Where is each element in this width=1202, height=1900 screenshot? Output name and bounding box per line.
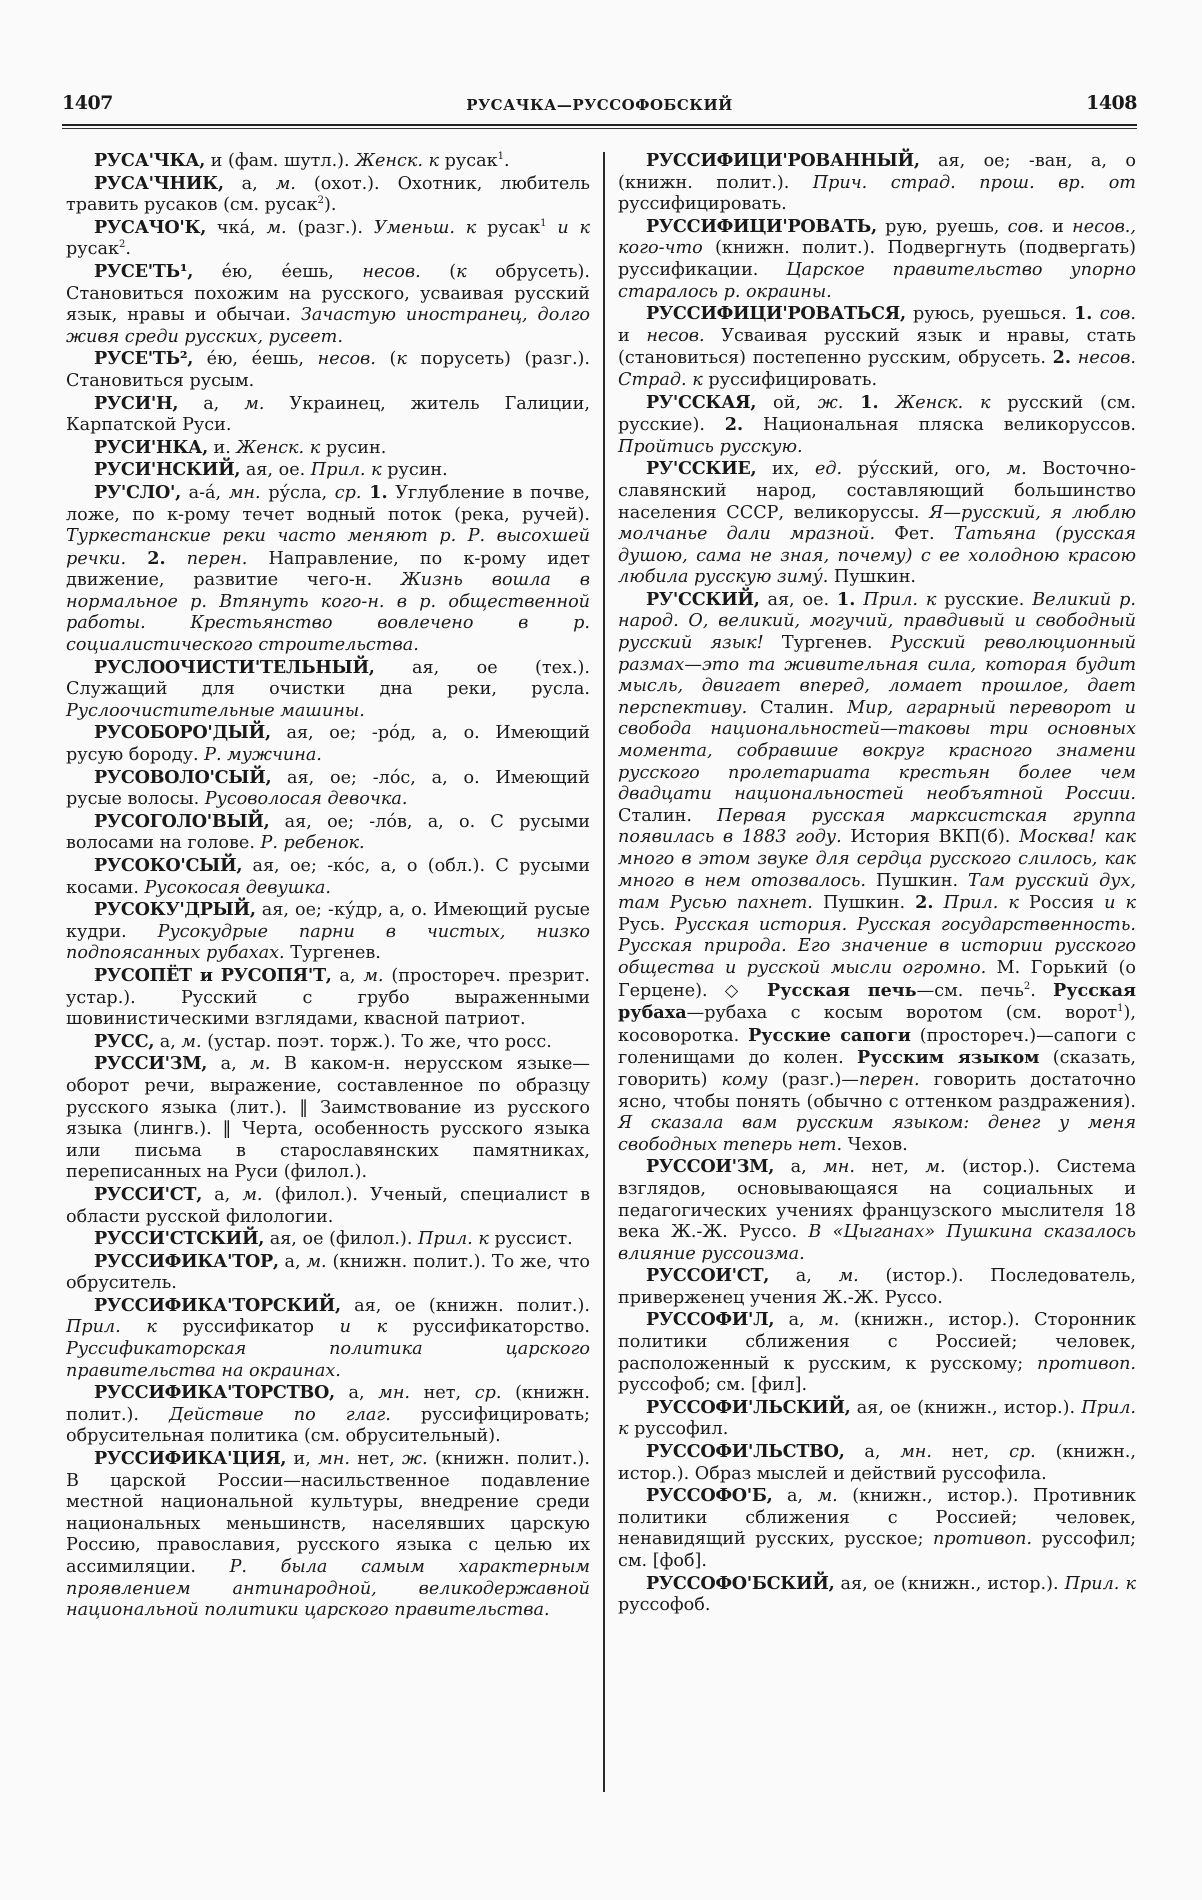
italic-text: ед. [814, 459, 843, 480]
italic-text: Р. ребенок. [260, 833, 365, 854]
definition-text: а-а́, [180, 482, 229, 503]
dictionary-entry [66, 899, 590, 965]
definition-text: (сказать, говорить) [618, 1048, 1136, 1090]
italic-text: несов. [646, 325, 705, 346]
definition-text: 2 [1023, 980, 1031, 992]
headword: РУСЕ'ТЬ², [94, 348, 194, 370]
definition-text: . [503, 151, 510, 171]
headword: РУСОКУ'ДРЫЙ, [94, 899, 256, 921]
definition-text: и [618, 325, 647, 346]
headword: РУСЛООЧИСТИ'ТЕЛЬНЫЙ, [94, 656, 375, 678]
italic-text: Я—русский, я люблю молчанье дали мразной. [618, 502, 1136, 545]
italic-text: противоп. [933, 1529, 1032, 1550]
italic-text: перен. [186, 548, 248, 569]
definition-text: ру́сла, [260, 482, 335, 503]
dictionary-entry [66, 217, 590, 261]
definition-text: а, [844, 1442, 901, 1463]
definition-text: русак [439, 151, 498, 171]
dictionary-entry [66, 965, 590, 1031]
dictionary-entry [66, 767, 590, 811]
header-title: РУСАЧКА—РУССОФОБСКИЙ [466, 96, 733, 114]
italic-text: Мир, аграрный переворот и свобода национальностей—таковы три основных момента, собравшие вокруг красного знамени русского пролетариата крестьян более чем двадцати национальностей необъятной России. [618, 697, 1136, 805]
definition-text: (книжн. полит.). Подвергнуть (подвергать) руссификации. [618, 238, 1136, 280]
headword: РУССОФИ'ЛЬСКИЙ, [646, 1396, 851, 1418]
dictionary-entry [618, 589, 1136, 1156]
headword: РУСИ'НКА, [94, 436, 208, 458]
dictionary-entry [618, 1441, 1136, 1485]
definition-text: рую, руешь, [876, 216, 1008, 237]
headword: РУССОФО'Б, [646, 1485, 773, 1507]
headword: РУССОИ'ЗМ, [646, 1156, 775, 1178]
italic-text: к [456, 261, 467, 282]
definition-text: порусеть) (разг.). Становиться русым. [66, 349, 591, 391]
definition-text: Направление, по к-рому идет движение, развитие чего-н. [66, 548, 590, 591]
italic-text: сов. [1099, 304, 1136, 325]
definition-text: ая, ое; -ло́в, а, о. С русыми волосами на голове. [66, 811, 590, 854]
dictionary-entry [618, 1397, 1136, 1441]
headword: РУССОФО'БСКИЙ, [646, 1572, 835, 1594]
italic-text: м. [363, 965, 384, 986]
definition-text: ая, ое (книжн., истор.). [834, 1573, 1065, 1594]
definition-text [934, 893, 944, 913]
definition-text: а, [154, 1031, 182, 1052]
definition-text: (разг.)— [767, 1069, 859, 1090]
dictionary-entry [618, 216, 1136, 303]
definition-text: а, [774, 1157, 824, 1178]
italic-text: м. [275, 173, 296, 194]
definition-text: говорить достаточно ясно, чтобы понять (обычно с оттенком раздражения). [618, 1069, 1136, 1112]
column-divider [603, 152, 605, 1792]
dictionary-entry [618, 150, 1136, 216]
headword: РУССИ'СТСКИЙ, [94, 1228, 265, 1250]
definition-text: В каком-н. нерусском языке—оборот речи, выражение, составленное по образцу русского языка (лит.). ‖ Заимствование из русского языка (лингв.). ‖ Черта, особенность русского языка или письма в старославянских памятниках, переписанных на Руси (филол.). [66, 1054, 590, 1183]
definition-text: ая, ое; -ро́д, а, о. Имеющий русую бороду. [66, 723, 590, 766]
dictionary-entry [618, 1309, 1136, 1396]
headword: РУСЕ'ТЬ¹, [94, 260, 194, 282]
definition-text: ая, ое. [759, 589, 838, 610]
definition-text: 1 [1117, 1003, 1124, 1015]
italic-text: м. [306, 1251, 327, 1272]
definition-text: ая, ое; -ван, а, о (книжн. полит.). [618, 151, 1136, 193]
dictionary-entry [66, 482, 590, 657]
italic-text: м. [181, 1031, 202, 1052]
definition-text: Пушкин. [812, 893, 916, 914]
dictionary-entry [618, 392, 1136, 459]
definition-text: обрусеть). Становиться похожим на русского, усваивая русский язык, нравы и обычаи. [66, 261, 590, 326]
definition-text: —рубаха с косым воротом (см. ворот [686, 1003, 1118, 1024]
headword: РУССИФИЦИ'РОВАТЬ, [646, 215, 877, 237]
definition-text: Усваивая русский язык и нравы, стать (становиться) постепенно русским, обрусеть. [618, 325, 1136, 369]
headword: РУССИ'СТ, [94, 1183, 203, 1205]
definition-text: . [1030, 980, 1053, 1001]
italic-text: Русокосая девушка. [144, 877, 331, 898]
definition-text: а, [207, 1054, 251, 1075]
definition-text: чка́, [206, 217, 267, 238]
italic-text: Прил. к [618, 1397, 1136, 1440]
definition-text: а, [774, 1310, 820, 1331]
italic-text: ср. [334, 482, 362, 503]
dictionary-entry [66, 1228, 590, 1251]
definition-text: ая, ое (тех.). Служащий для очистки дна реки, русла. [66, 657, 590, 700]
italic-text: м. [1006, 459, 1027, 480]
bold-text: Русские сапоги [748, 1024, 911, 1046]
italic-text: ж. [401, 1449, 428, 1470]
dictionary-entry [66, 1184, 590, 1228]
definition-text: (книжн., истор.). Противник политики сближения с Россией; человек, ненавидящий русских, русское; [618, 1486, 1136, 1550]
definition-text: а, [202, 1184, 243, 1205]
definition-text: Пушкин. [828, 567, 917, 588]
italic-text: Первая русская марксистская группа появилась в 1883 году. [618, 805, 1136, 848]
definition-text: руссификатор [156, 1317, 340, 1338]
bold-text: 2. [724, 414, 744, 436]
definition-text: (истор.). Последователь, приверженец учения Ж.-Ж. Руссо. [618, 1266, 1136, 1308]
italic-text: и к [1104, 893, 1136, 914]
dictionary-entry [66, 150, 590, 173]
headword: РУСОПЁТ и РУСОПЯ'Т, [94, 964, 332, 986]
definition-text: е́ю, е́ешь, [193, 349, 318, 370]
definition-text: История ВКП(б). [841, 827, 1020, 848]
header-rule-thin [62, 128, 1137, 129]
bold-text: 1. [860, 391, 879, 413]
bold-text: 2. [1052, 347, 1072, 369]
definition-text: руссофил. [628, 1419, 729, 1440]
headword: РУССИФИКА'ЦИЯ, [94, 1448, 287, 1470]
definition-text: (книжн., истор.). Сторонник политики сближения с Россией; человек, расположенный к русским, к русскому; [618, 1310, 1136, 1374]
definition-text: Восточно-славянский народ, составляющий большинство населения СССР, великоруссы. [618, 459, 1136, 523]
definition-text: русак [476, 217, 541, 238]
definition-text: ( [420, 261, 457, 282]
dictionary-entry [66, 1031, 590, 1054]
headword: РУСОГОЛО'ВЫЙ, [94, 810, 270, 832]
definition-text: нет, [932, 1442, 1010, 1463]
definition-text: ), косоворотка. [618, 1003, 1136, 1046]
definition-text: Пушкин. [866, 870, 969, 891]
definition-text: руссист. [488, 1229, 573, 1250]
dictionary-entry [618, 1265, 1136, 1309]
italic-text: В «Цыганах» Пушкина сказалось влияние руссоизма. [618, 1222, 1136, 1264]
definition-text: и (фам. шутл.). [205, 151, 356, 171]
italic-text: м. [244, 393, 265, 414]
headword: РУСИ'Н, [94, 392, 179, 414]
italic-text: несов. Страд. к [618, 348, 1137, 390]
italic-text: сов. [1007, 216, 1044, 237]
definition-text: —см. печь [916, 980, 1024, 1001]
dictionary-entry [66, 261, 590, 348]
italic-text: Руслоочистительные машины. [66, 700, 365, 721]
italic-text: Прич. страд. прош. вр. от [812, 172, 1136, 193]
italic-text: и к [339, 1317, 388, 1338]
headword: РУССИФИКА'ТОР, [94, 1250, 279, 1272]
headword: РУСАЧО'К, [94, 216, 207, 238]
italic-text: Жизнь вошла в нормальное р. Втянуть кого-н. в р. общественной работы. Крестьянство вовлечено в р. социалистического строительства. [66, 570, 590, 656]
definition-text: 1 [540, 217, 547, 229]
italic-text: мн. [378, 1383, 411, 1404]
definition-text: Сталин. [747, 697, 848, 718]
dictionary-entry [66, 1295, 590, 1382]
definition-text: ая, ое (филол.). [264, 1229, 419, 1250]
italic-text: м. [819, 1310, 840, 1331]
definition-text: (книжн. полит.). [66, 1383, 590, 1425]
italic-text: кому [721, 1069, 768, 1090]
italic-text: мн. [228, 482, 261, 503]
definition-text: руссофил; см. [фоб]. [618, 1529, 1137, 1571]
definition-text: 2 [118, 239, 126, 251]
italic-text: ср. [474, 1383, 502, 1404]
italic-text: мн. [318, 1449, 350, 1470]
definition-text: Углубление в почве, ложе, по к-рому течет водный поток (река, ручей). [66, 482, 590, 525]
italic-text: м. [817, 1486, 838, 1507]
definition-text: руссифицировать. [618, 194, 787, 215]
italic-text: Прил. к [1064, 1573, 1136, 1594]
dictionary-entry [66, 811, 590, 855]
italic-text: несов., кого-что [618, 216, 1136, 259]
dictionary-entry [66, 1053, 590, 1184]
italic-text: перен. [858, 1069, 920, 1090]
italic-text: м. [266, 217, 287, 238]
italic-text: противоп. [1037, 1353, 1136, 1374]
dictionary-entry [618, 458, 1136, 589]
italic-text: мн. [900, 1442, 932, 1463]
definition-text: руссификаторство. [387, 1317, 590, 1338]
definition-text: русак [66, 239, 119, 260]
headword: РУССИ'ЗМ, [94, 1053, 208, 1075]
italic-text: Руссификаторская политика царского правительства на окраинах. [66, 1339, 590, 1381]
definition-text [879, 393, 896, 413]
definition-text: (книжн. полит.). То же, что обруситель. [66, 1251, 590, 1294]
definition-text: (книжн. полит.). В царской России—насильственное подавление местной национальной культуры, внедрение среди национальных меньшинств, населявших царскую Россию, православия, русского языка с целью их ассимиляции. [66, 1449, 590, 1577]
bold-text: 2. [147, 547, 166, 569]
italic-text: Р. была самым характерным проявлением антинародной, великодержавной национальной политики царского правительства. [66, 1557, 590, 1621]
italic-text: Прил. к [418, 1229, 489, 1250]
headword: РУСИ'НСКИЙ, [94, 459, 241, 481]
italic-text: Зачастую иностранец, долго живя среди русских, русеет. [66, 305, 590, 347]
definition-text: Сталин. [618, 805, 717, 826]
definition-text: а, [223, 173, 276, 194]
italic-text: ср. [1009, 1442, 1036, 1463]
definition-text: (книжн., истор.). Образ мыслей и действий руссофила. [618, 1442, 1136, 1484]
italic-text: Я сказала вам русским языком: денег у меня свободных теперь нет. [618, 1113, 1136, 1155]
italic-text: Прил. к [66, 1317, 157, 1338]
running-header [62, 92, 1137, 116]
left-column [66, 150, 590, 1622]
definition-text: ая, ое; -ку́др, а, о. Имеющий русые кудри. [66, 900, 590, 942]
definition-text: русин. [381, 460, 448, 481]
italic-text: Женск. к [895, 392, 991, 413]
definition-text: их, [756, 459, 815, 480]
dictionary-entry [618, 1156, 1136, 1265]
definition-text: а, [769, 1266, 839, 1287]
dictionary-entry [66, 348, 590, 392]
definition-text: ( [375, 349, 397, 370]
definition-text: и, [286, 1449, 319, 1470]
headword: РУСОВОЛО'СЫЙ, [94, 766, 272, 788]
definition-text: а, [178, 393, 245, 414]
definition-text: Русь. [618, 914, 675, 935]
italic-text: Прил. к [863, 589, 937, 610]
definition-text: М. Горький (о Герцене). ◇ [618, 957, 1136, 1001]
italic-text: Русский революционный размах—это та живительная сила, которая будит мысль, двигает вперед, ломает прошлое, дает перспективу. [618, 633, 1137, 718]
italic-text: Действие по глаг. [169, 1404, 391, 1425]
right-column [618, 150, 1136, 1617]
bold-text: 2. [915, 892, 934, 914]
italic-text: Там русский дух, там Русью пахнет. [618, 870, 1136, 914]
dictionary-entry [66, 1382, 590, 1448]
headword: РУСС, [94, 1030, 155, 1052]
definition-text: (филол.). Ученый, специалист в области русской филологии. [66, 1184, 590, 1227]
headword: РУ'ССКАЯ, [646, 391, 757, 413]
italic-text: мн. [823, 1157, 855, 1178]
headword: РУ'ССКИЕ, [646, 458, 757, 480]
definition-text [843, 393, 860, 413]
dictionary-entry [66, 722, 590, 766]
definition-text: (простореч. презрит. устар.). Русский с грубо выраженными шовинистическими взглядами, квасной патриот. [66, 965, 590, 1030]
definition-text: ая, ое; -ло́с, а, о. Имеющий русые волосы. [66, 767, 590, 810]
headword: РУССИФИЦИ'РОВАТЬСЯ, [646, 303, 906, 325]
headword: РУ'ССКИЙ, [646, 588, 760, 610]
definition-text: руссофоб; см. [фил]. [618, 1375, 808, 1396]
definition-text: ая, ое (книжн., истор.). [850, 1397, 1082, 1418]
italic-text: м. [838, 1266, 859, 1287]
definition-text: а, [278, 1251, 307, 1272]
bold-text: 1. [1074, 303, 1093, 325]
dictionary-entry [66, 173, 590, 217]
definition-text: а, [772, 1486, 818, 1507]
definition-text [166, 549, 187, 569]
bold-text: Русская печь [767, 979, 917, 1001]
italic-text: и к [546, 217, 591, 238]
dictionary-entry [66, 1251, 590, 1295]
headword: РУСОКО'СЫЙ, [94, 855, 243, 876]
definition-text: Тургенев. [763, 633, 891, 654]
headword: РУССОФИ'Л, [646, 1309, 775, 1331]
definition-text: руссифицировать. [702, 369, 878, 390]
italic-text: ж. [817, 392, 844, 413]
definition-text: Фет. [875, 524, 954, 545]
italic-text: Уменьш. к [373, 217, 477, 238]
italic-text: м. [925, 1157, 946, 1178]
italic-text: Русоволосая девочка. [204, 789, 408, 810]
definition-text: е́ю, е́ешь, [193, 261, 363, 282]
italic-text: Русская история. Русская государственность. Русская природа. Его значение в истории русского общества и русской мысли огромно. [618, 914, 1136, 978]
italic-text: Прил. к [310, 460, 382, 481]
italic-text: Русокудрые парни в чистых, низко подпоясанных рубахах. [66, 921, 590, 964]
definition-text: ой, [756, 392, 818, 413]
headword: РУСА'ЧКА, [94, 150, 206, 171]
dictionary-entry [618, 303, 1136, 391]
definition-text: (простореч.)—сапоги с голенищами до колен. [618, 1025, 1137, 1069]
definition-text: ру́сский, ого, [842, 459, 1007, 480]
italic-text: Великий р. народ. О, великий, могучий, правдивый и свободный русский язык! [618, 589, 1136, 654]
definition-text: Чехов. [842, 1134, 908, 1155]
italic-text: Царское правительство упорно старалось р. окраины. [618, 259, 1136, 302]
italic-text: несов. [362, 261, 421, 282]
italic-text: Женск. к [236, 437, 321, 458]
definition-text: руюсь, руешься. [905, 304, 1075, 325]
definition-text [1071, 348, 1078, 368]
headword: РУССИФИКА'ТОРСКИЙ, [94, 1294, 341, 1316]
header-rule-thick [62, 124, 1137, 126]
italic-text: Р. мужчина. [204, 745, 322, 766]
definition-text: русский (см. русские). [618, 392, 1137, 436]
definition-text: 1 [497, 151, 504, 163]
page-number-right: 1408 [1086, 92, 1137, 114]
definition-text [126, 549, 147, 569]
definition-text: Россия [1018, 893, 1105, 914]
italic-text: Пройтись русскую. [618, 436, 803, 457]
italic-text: Прил. к [943, 893, 1019, 914]
definition-text: (охот.). Охотник, любитель травить русаков (см. русак [66, 173, 590, 216]
bold-text: 1. [837, 588, 856, 610]
headword: РУССИФИЦИ'РОВАННЫЙ, [646, 150, 920, 171]
italic-text: м. [250, 1054, 271, 1075]
definition-text: руссифицировать; обрусительная политика (см. обрусительный). [66, 1404, 590, 1447]
italic-text: Женск. к [355, 151, 440, 171]
definition-text: руссофоб. [618, 1595, 711, 1616]
dictionary-entry [66, 855, 590, 899]
page-number-left: 1407 [62, 92, 113, 114]
definition-text: и [1043, 216, 1073, 237]
italic-text: м. [242, 1184, 263, 1205]
definition-text: Национальная пляска великоруссов. [743, 415, 1136, 436]
dictionary-entry [66, 437, 590, 460]
italic-text: несов. [317, 349, 376, 370]
definition-text: ая, ое; -ко́с, а, о (обл.). С русыми косами. [66, 856, 590, 898]
definition-text: (истор.). Система взглядов, основывающаяся на социальных и педагогических учениях французского мыслителя 18 века Ж.-Ж. Руссо. [618, 1157, 1136, 1243]
definition-text: нет, [349, 1449, 402, 1470]
headword: РУСОБОРО'ДЫЙ, [94, 722, 271, 744]
dictionary-entry [618, 1573, 1136, 1617]
definition-text [1092, 304, 1099, 324]
definition-text: ая, ое. [240, 460, 311, 481]
dictionary-entry [66, 657, 590, 723]
italic-text: Татьяна (русская душою, сама не зная, почему) с ее холодною красою любила русскую зиму́. [618, 524, 1136, 588]
dictionary-entry [618, 1485, 1136, 1572]
dictionary-entry [66, 393, 590, 437]
dictionary-entry [66, 459, 590, 482]
definition-text: а, [334, 1383, 379, 1404]
definition-text: нет, [410, 1383, 475, 1404]
definition-text: (устар. поэт. торж.). То же, что росс. [201, 1031, 552, 1052]
definition-text: ая, ое (книжн. полит.). [340, 1295, 590, 1316]
definition-text: нет, [854, 1157, 926, 1178]
definition-text: 2 [317, 195, 324, 207]
headword: РУССОФИ'ЛЬСТВО, [646, 1441, 845, 1463]
italic-text: к [396, 349, 407, 370]
headword: РУССОИ'СТ, [646, 1265, 770, 1287]
dictionary-entry [66, 1448, 590, 1622]
headword: РУССИФИКА'ТОРСТВО, [94, 1382, 335, 1404]
italic-text: Москва! как много в этом звуке для сердца русского слилось, как много в нем отозвалось. [618, 827, 1136, 891]
headword: РУСА'ЧНИК, [94, 172, 224, 194]
bold-text: Русская рубаха [618, 979, 1137, 1024]
definition-text: Тургенев. [284, 943, 381, 964]
bold-text: 1. [369, 481, 388, 503]
definition-text: а, [331, 965, 364, 986]
headword: РУ'СЛО', [94, 481, 181, 503]
definition-text: Украинец, житель Галиции, Карпатской Руси. [66, 393, 590, 436]
definition-text: (разг.). [286, 217, 374, 238]
definition-text: и. [207, 437, 237, 458]
italic-text: Туркестанские реки часто меняют р. Р. высохшей речки. [66, 526, 590, 569]
definition-text: русские. [936, 589, 1033, 610]
definition-text: . [125, 239, 131, 260]
definition-text: русин. [320, 437, 387, 458]
bold-text: Русским языком [857, 1047, 1040, 1069]
definition-text: ). [323, 195, 337, 216]
